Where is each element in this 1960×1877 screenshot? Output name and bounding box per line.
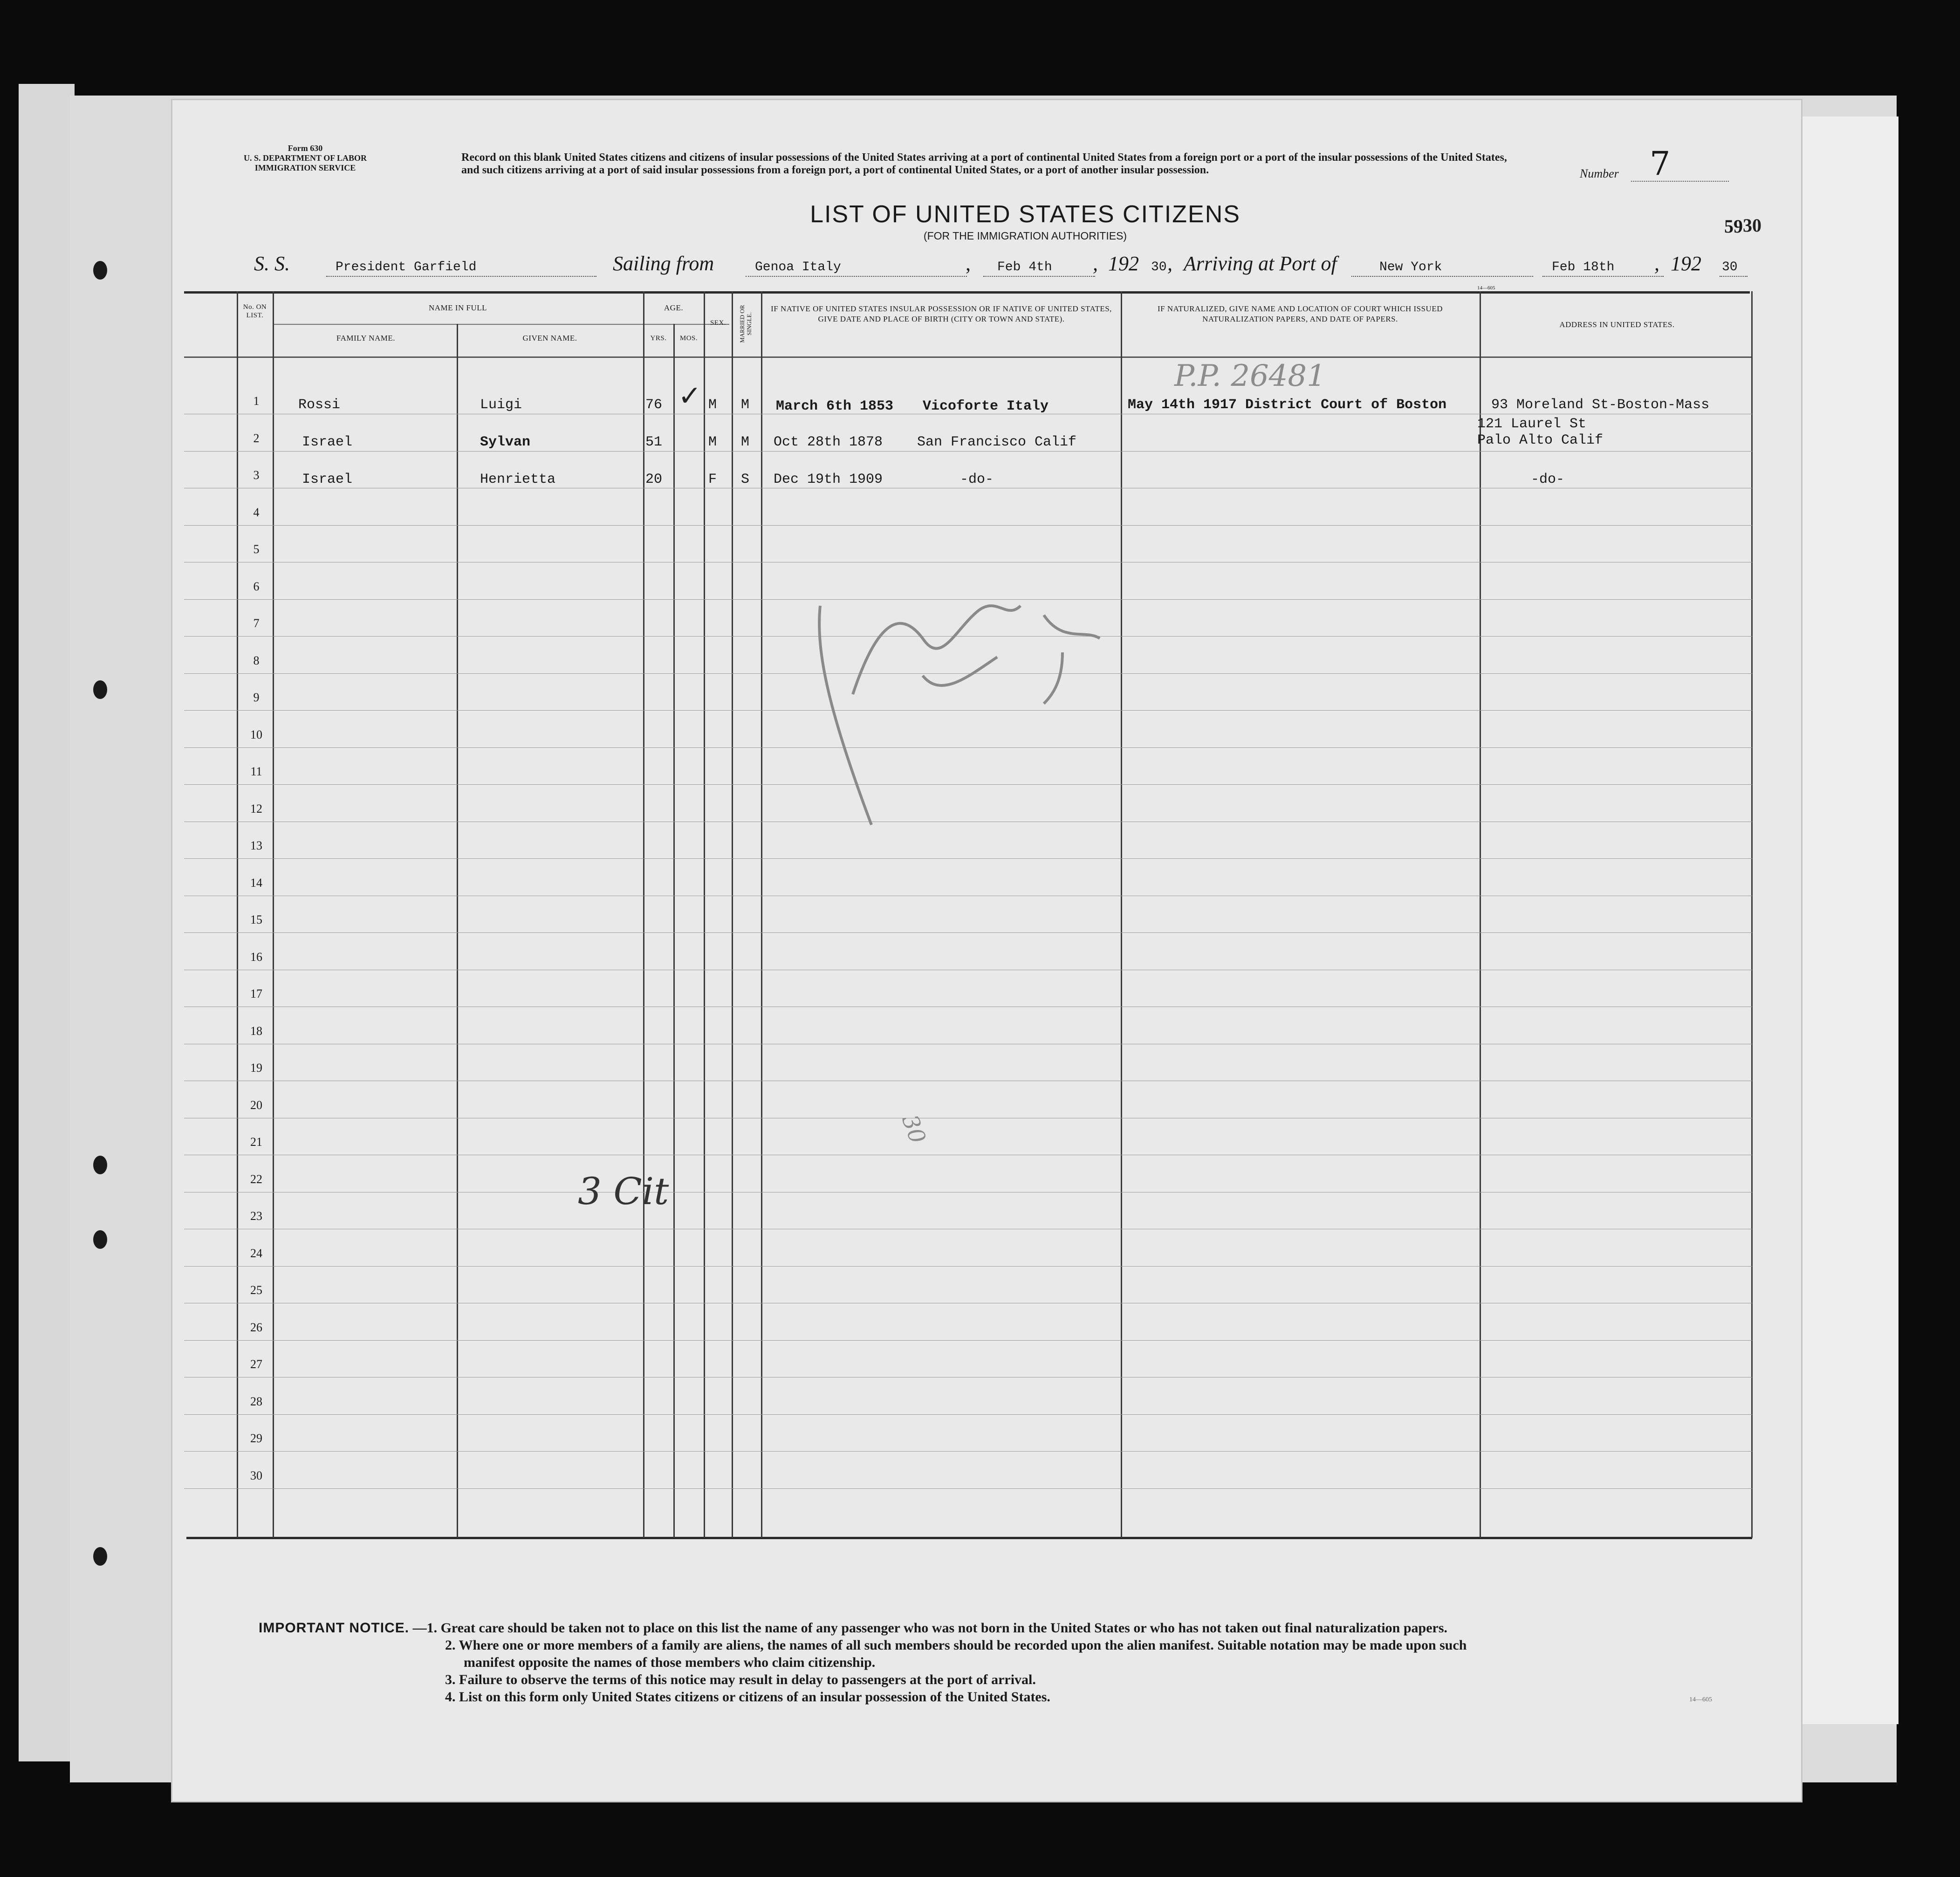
row-number: 9 <box>253 691 260 704</box>
row-rule <box>184 1451 1752 1452</box>
row-number: 1 <box>253 394 260 408</box>
table-top-rule <box>184 291 1750 294</box>
sex: M <box>708 397 717 413</box>
row-number: 18 <box>250 1024 262 1038</box>
row-number: 6 <box>253 579 260 593</box>
list-number: 7 <box>1650 144 1671 183</box>
row-rule <box>184 1266 1752 1267</box>
form-instruction: Record on this blank United States citizens and citizens of insular possessions of the United States arriving at a port of continental United States from a foreign port or a port of the insular possessions of the United States, and such citizens arriving at a port of said insular possessions from a foreign port, a port of continental United States, or a port of another insular possession. <box>461 151 1507 176</box>
row-number: 19 <box>250 1061 262 1075</box>
address-line-1: 93 Moreland St-Boston-Mass <box>1491 397 1710 413</box>
sex: F <box>708 472 717 487</box>
birth-date: March 6th 1853 <box>776 398 894 414</box>
col-header-birth: IF NATIVE OF UNITED STATES INSULAR POSSESSION OR IF NATIVE OF UNITED STATES, GIVE DATE AND PLACE OF BIRTH (CITY OR TOWN AND STATE). <box>771 304 1112 323</box>
col-rule <box>704 291 705 1538</box>
binder-hole <box>93 261 107 280</box>
form-subtitle: (FOR THE IMMIGRATION AUTHORITIES) <box>923 230 1127 242</box>
citizen-list-form <box>172 100 1801 1801</box>
stamp-number: 30 <box>1743 215 1761 236</box>
binder-hole <box>93 1547 107 1566</box>
form-number: Form 630 <box>288 144 323 153</box>
row-number: 23 <box>250 1209 262 1223</box>
notice-item-2: 2. Where one or more members of a family are aliens, the names of all such members should be recorded upon the alien manifest. Suitable notation may be made upon such <box>445 1637 1467 1653</box>
col-header-mos: MOS. <box>679 335 698 342</box>
comma: , <box>1654 252 1659 275</box>
family-name: Israel <box>302 472 353 487</box>
row-number: 17 <box>250 987 262 1000</box>
row-number: 7 <box>253 617 260 630</box>
number-label: Number <box>1580 167 1619 180</box>
birth-place: San Francisco Calif <box>917 434 1077 450</box>
row-number: 24 <box>250 1246 262 1260</box>
address-line-1: 121 Laurel St <box>1477 416 1587 432</box>
col-header-name-in-full: NAME IN FULL <box>429 303 487 312</box>
col-rule <box>1121 291 1122 1538</box>
row-number: 4 <box>253 505 260 519</box>
col-rule <box>1480 291 1481 1538</box>
col-header-naturalized: IF NATURALIZED, GIVE NAME AND LOCATION OF COURT WHICH ISSUED NATURALIZATION PAPERS, AND DATE OF PAPERS. <box>1157 304 1443 323</box>
row-number: 13 <box>250 839 262 852</box>
age-years: 20 <box>645 472 663 487</box>
sex: M <box>708 434 717 450</box>
ss-label: S. S. <box>254 252 290 275</box>
form-title: LIST OF UNITED STATES CITIZENS <box>810 201 1240 228</box>
comma: , <box>1093 252 1098 275</box>
notice-heading: IMPORTANT NOTICE. <box>259 1620 410 1636</box>
col-header-address: ADDRESS IN UNITED STATES. <box>1559 320 1675 329</box>
arrival-date-line <box>1542 276 1664 277</box>
from-line <box>746 276 967 277</box>
check-mark: ✓ <box>678 380 702 412</box>
row-number: 27 <box>250 1357 262 1371</box>
given-name: Luigi <box>480 397 522 413</box>
total-citizens-note: 3 Cit <box>578 1170 669 1213</box>
row-number: 26 <box>250 1320 262 1334</box>
col-header-age: AGE. <box>664 303 684 312</box>
birth-place: Vicoforte Italy <box>923 398 1049 414</box>
printer-code: 14—605 <box>1477 285 1495 291</box>
comma: , <box>966 252 971 275</box>
ship-name: President Garfield <box>336 260 477 274</box>
row-number: 25 <box>250 1283 262 1297</box>
row-number: 28 <box>250 1394 262 1408</box>
birth-place: -do- <box>960 472 994 487</box>
row-number: 3 <box>253 468 260 482</box>
arrival-port: New York <box>1379 260 1442 274</box>
row-number: 12 <box>250 801 262 815</box>
col-header-given-name: GIVEN NAME. <box>522 334 577 343</box>
arriving-label: Arriving at Port of <box>1184 252 1337 275</box>
arrival-year: 30 <box>1722 260 1738 274</box>
marital-status: M <box>741 397 750 413</box>
backing-sheet <box>19 84 75 1761</box>
arrival-year-prefix: 192 <box>1671 252 1701 275</box>
marital-status: S <box>741 472 750 487</box>
row-number: 5 <box>253 542 260 556</box>
row-number: 10 <box>250 727 262 741</box>
department: U. S. DEPARTMENT OF LABOR <box>243 153 367 163</box>
given-name: Sylvan <box>480 434 531 450</box>
binder-hole <box>93 680 107 699</box>
binder-hole <box>93 1230 107 1249</box>
sail-date-line <box>983 276 1095 277</box>
handwritten-signature <box>802 499 1174 834</box>
row-number: 16 <box>250 950 262 964</box>
naturalization: May 14th 1917 District Court of Boston <box>1128 397 1447 413</box>
col-header-yrs: YRS. <box>650 335 667 342</box>
from-port: Genoa Italy <box>755 260 841 274</box>
col-header-sex: SEX. <box>710 319 726 327</box>
row-number: 30 <box>250 1468 262 1482</box>
birth-date: Dec 19th 1909 <box>774 472 883 487</box>
important-notice <box>259 1619 1759 1706</box>
age-years: 76 <box>645 397 663 413</box>
row-number: 11 <box>250 765 262 778</box>
sail-year-prefix: 192 <box>1108 252 1139 275</box>
page-number: 59 <box>1724 216 1743 237</box>
col-rule <box>1751 291 1753 1538</box>
row-rule <box>184 1414 1752 1415</box>
col-header-no: No. ON LIST. <box>243 303 267 319</box>
given-name: Henrietta <box>480 472 556 487</box>
col-header-family-name: FAMILY NAME. <box>336 334 396 343</box>
row-number: 21 <box>250 1135 262 1149</box>
age-years: 51 <box>645 434 663 450</box>
service: IMMIGRATION SERVICE <box>254 163 356 172</box>
arrival-date: Feb 18th <box>1552 260 1615 274</box>
arrival-port-line <box>1351 276 1533 277</box>
family-name: Israel <box>302 434 353 450</box>
number-line <box>1631 181 1729 182</box>
row-number: 15 <box>250 913 262 926</box>
row-rule <box>184 932 1752 933</box>
row-number: 8 <box>253 653 260 667</box>
notice-item-3: 3. Failure to observe the terms of this notice may result in delay to passengers at the port of arrival. <box>445 1672 1036 1687</box>
row-number: 29 <box>250 1432 262 1445</box>
notice-item-2-cont: manifest opposite the names of those members who claim citizenship. <box>464 1655 876 1670</box>
form-identifier <box>233 144 377 173</box>
sailing-label: Sailing from <box>613 252 714 275</box>
row-rule <box>184 451 1752 452</box>
sail-date: Feb 4th <box>997 260 1052 274</box>
binder-hole <box>93 1156 107 1174</box>
row-rule <box>184 1340 1752 1341</box>
passport-number-note: P.P. 26481 <box>1174 359 1326 393</box>
form-code: 14—605 <box>1689 1696 1712 1703</box>
col-rule <box>761 291 762 1538</box>
col-header-married: MARRIED OR SINGLE. <box>739 305 753 343</box>
col-rule <box>673 324 675 1538</box>
row-rule <box>184 1488 1752 1489</box>
notice-item-1: —1. Great care should be taken not to place on this list the name of any passenger who was not born in the United States or who has not taken out final naturalization papers. <box>412 1620 1448 1636</box>
header-bottom-rule <box>184 356 1752 358</box>
row-number: 20 <box>250 1098 262 1112</box>
table-bottom-rule <box>186 1537 1752 1539</box>
col-rule <box>457 324 458 1538</box>
margin-number: 30 <box>896 1111 931 1147</box>
arrival-year-line <box>1720 276 1748 277</box>
sail-year: 30 <box>1151 260 1167 274</box>
address-line-2: Palo Alto Calif <box>1477 432 1604 448</box>
marital-status: M <box>741 434 750 450</box>
row-number: 22 <box>250 1172 262 1186</box>
next-sheet <box>1792 116 1898 1724</box>
row-rule <box>184 858 1752 859</box>
ship-line <box>326 276 596 277</box>
family-name: Rossi <box>298 397 341 413</box>
row-number: 2 <box>253 431 260 445</box>
address-line-1: -do- <box>1531 472 1565 487</box>
col-rule <box>732 291 733 1538</box>
birth-date: Oct 28th 1878 <box>774 434 883 450</box>
notice-item-4: 4. List on this form only United States citizens or citizens of an insular possession of the United States. <box>445 1689 1050 1705</box>
row-number: 14 <box>250 876 262 890</box>
col-rule <box>643 291 644 1538</box>
comma: , <box>1167 252 1172 275</box>
